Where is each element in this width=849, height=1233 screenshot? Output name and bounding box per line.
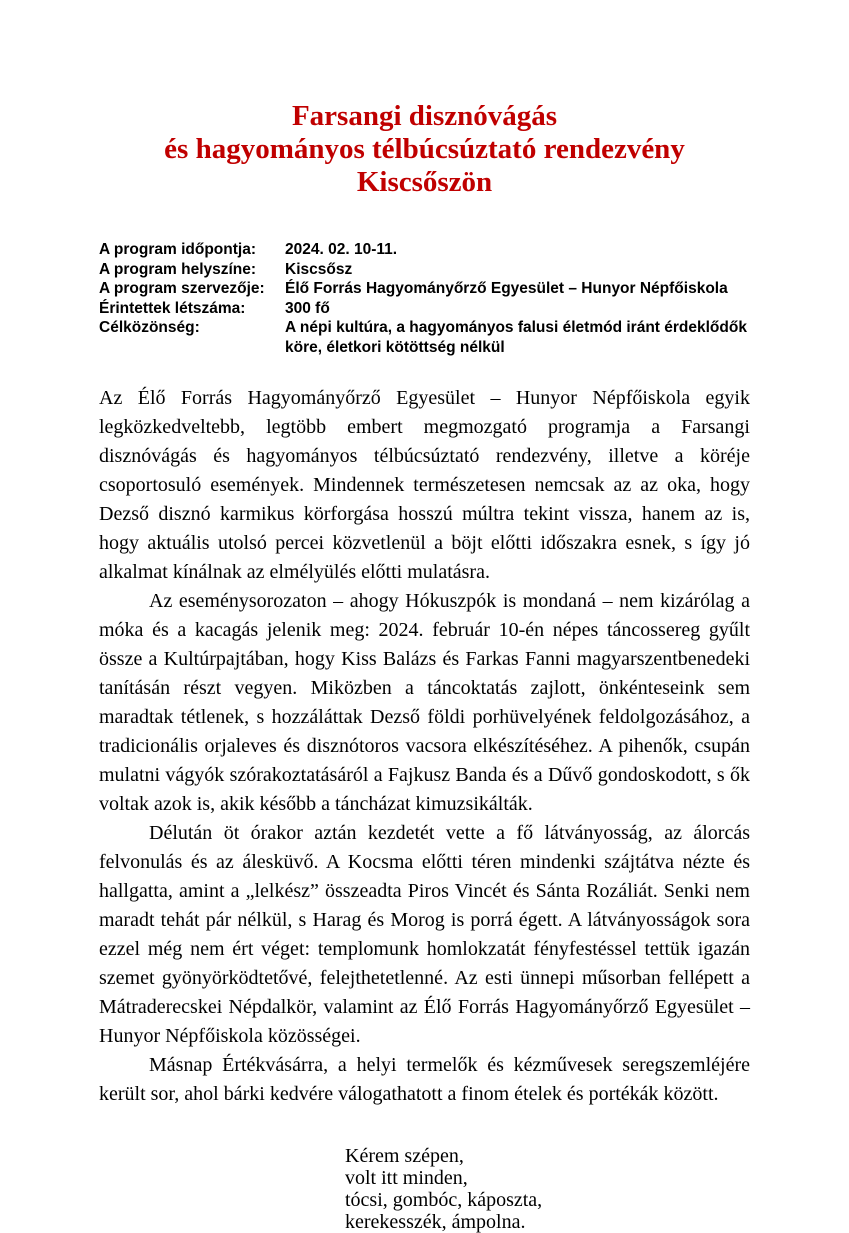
verse-line-4: kerekesszék, ámpolna.	[345, 1211, 526, 1233]
meta-value-audience: A népi kultúra, a hagyományos falusi életmód iránt érdeklődők köre, életkori kötöttség nélkül	[285, 319, 747, 356]
meta-label-date: A program időpontja:	[99, 241, 256, 258]
body-paragraph-1: Az Élő Forrás Hagyományőrző Egyesület – Hunyor Népfőiskola egyik legközkedveltebb, legtöbb embert megmozgató programja a Farsangi disznóvágás és hagyományos télbúcsúztató rendezvény, illetve a köréje csoportosuló események. Mindennek természetesen nemcsak az az oka, hogy Dezső disznó karmikus körforgása hosszú múltra tekint vissza, hanem az is, hogy aktuális utolsó percei közvetlenül a böjt előtti időszakra esnek, s így jó alkalmat kínálnak az elmélyülés előtti mulatásra.	[99, 387, 750, 583]
body-paragraph-2: Az eseménysorozaton – ahogy Hókuszpók is mondaná – nem kizárólag a móka és a kacagás jelenik meg: 2024. február 10-én népes táncossereg gyűlt össze a Kultúrpajtában, hogy Kiss Balázs és Farkas Fanni magyarszentbenedeki tanításán részt vegyen. Miközben a táncoktatás zajlott, önkénteseink sem maradtak tétlenek, s hozzáláttak Dezső földi porhüvelyének feldolgozásához, a tradicionális orjaleves és disznótoros vacsora elkészítéséhez. A pihenők, csupán mulatni vágyók szórakoztatásáról a Fajkusz Banda és a Dűvő gondoskodott, s ők voltak azok is, akik később a táncházat kimuzsikálták.	[99, 590, 750, 815]
body-paragraph-4: Másnap Értékvásárra, a helyi termelők és kézművesek seregszemléjére került sor, ahol bárki kedvére válogathatott a finom ételek és portékák között.	[99, 1054, 750, 1105]
closing-verse	[345, 1145, 750, 1233]
meta-row-date	[99, 240, 750, 260]
meta-value-organizer: Élő Forrás Hagyományőrző Egyesület – Hunyor Népfőiskola	[285, 280, 728, 297]
meta-label-attendees: Érintettek létszáma:	[99, 299, 246, 317]
meta-row-location	[99, 260, 750, 280]
meta-label-audience: Célközönség:	[99, 319, 200, 336]
title-line-2: és hagyományos télbúcsúztató rendezvény Kiscsőszön	[164, 133, 685, 198]
meta-label-organizer: A program szervezője:	[99, 280, 265, 297]
verse-line-3: tócsi, gombóc, káposzta,	[345, 1189, 543, 1211]
title-line-1: Farsangi disznóvágás	[291, 100, 558, 132]
meta-row-audience	[99, 318, 750, 357]
program-details	[99, 240, 750, 357]
meta-value-attendees: 300 fő	[285, 299, 330, 317]
meta-value-location: Kiscsősz	[285, 260, 353, 278]
meta-row-organizer	[99, 279, 750, 299]
meta-row-attendees	[99, 299, 750, 319]
meta-value-date: 2024. 02. 10-11.	[285, 241, 398, 258]
document-body	[99, 384, 750, 1109]
meta-label-location: A program helyszíne:	[99, 260, 257, 278]
document-title	[99, 100, 750, 199]
verse-line-2: volt itt minden,	[345, 1167, 468, 1189]
body-paragraph-3: Délután öt órakor aztán kezdetét vette a fő látványosság, az álorcás felvonulás és az álesküvő. A Kocsma előtti téren mindenki szájtátva nézte és hallgatta, amint a „lelkész” összeadta Piros Vincét és Sánta Rozáliát. Senki nem maradt tehát pár nélkül, s Harag és Morog is porrá égett. A látványosságok sora ezzel még nem ért véget: templomunk homlokzatát fényfestéssel tettük igazán szemet gyönyörködtetővé, felejthetetlenné. Az esti ünnepi műsorban fellépett a Mátraderecskei Népdalkör, valamint az Élő Forrás Hagyományőrző Egyesület – Hunyor Népfőiskola közösségei.	[99, 822, 750, 1047]
verse-line-1: Kérem szépen,	[345, 1145, 464, 1167]
